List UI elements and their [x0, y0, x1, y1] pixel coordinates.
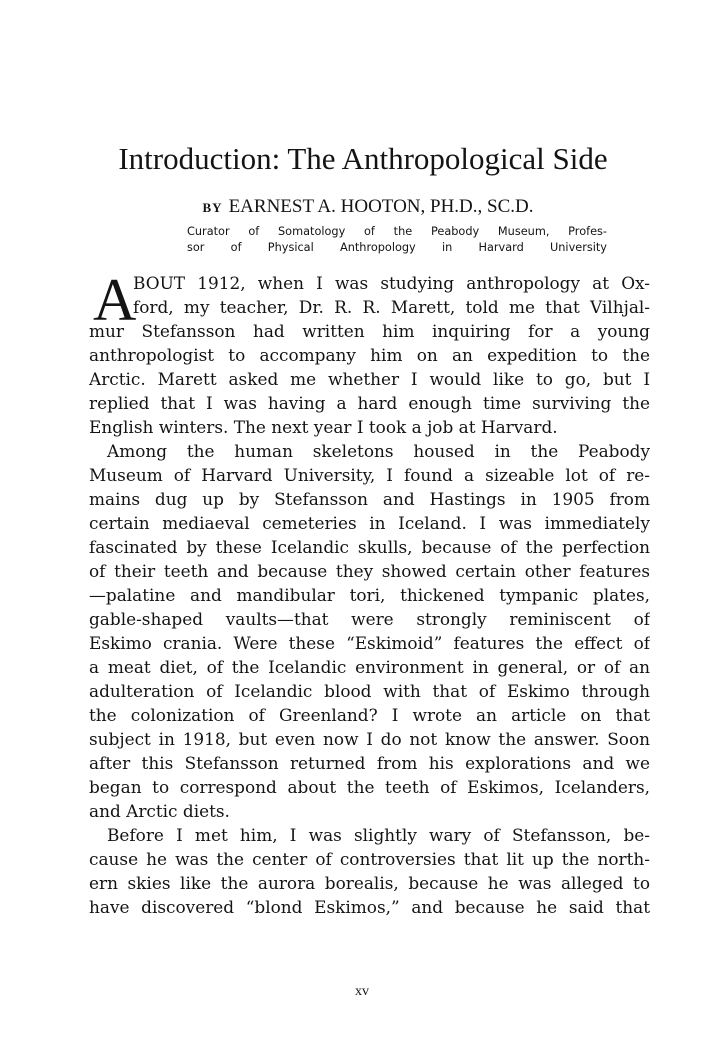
text-line: Eskimo crania. Were these “Eskimoid” features the effect of	[89, 633, 650, 653]
text-line: ford, my teacher, Dr. R. R. Marett, told me that Vilhjal-	[133, 297, 650, 317]
chapter-title: Introduction: The Anthropological Side	[118, 141, 608, 176]
author-affiliation	[187, 224, 607, 256]
text-line: cause he was the center of controversies that lit up the north-	[89, 849, 650, 869]
text-line: the colonization of Greenland? I wrote an article on that	[89, 705, 650, 725]
text-line: Museum of Harvard University, I found a sizeable lot of re-	[89, 465, 650, 485]
text-line: BOUT 1912, when I was studying anthropology at Ox-	[133, 273, 650, 293]
text-line: mains dug up by Stefansson and Hastings in 1905 from	[89, 489, 650, 509]
text-line: a meat diet, of the Icelandic environment in general, or of an	[89, 657, 650, 677]
text-line: and Arctic diets.	[89, 801, 230, 821]
page-number: xv	[355, 984, 369, 999]
text-line: began to correspond about the teeth of Eskimos, Icelanders,	[89, 777, 650, 797]
text-line: Before I met him, I was slightly wary of Stefansson, be-	[107, 825, 650, 845]
text-line: certain mediaeval cemeteries in Iceland. I was immediately	[89, 513, 650, 533]
text-line: have discovered “blond Eskimos,” and because he said that	[89, 897, 650, 917]
text-line: adulteration of Icelandic blood with that of Eskimo through	[89, 681, 650, 701]
body-text	[89, 267, 650, 919]
text-line: subject in 1918, but even now I do not know the answer. Soon	[89, 729, 650, 749]
text-line: ern skies like the aurora borealis, because he was alleged to	[89, 873, 650, 893]
text-line: replied that I was having a hard enough time surviving the	[89, 393, 650, 413]
text-line: of their teeth and because they showed certain other features	[89, 561, 650, 581]
affiliation-line: sor of Physical Anthropology in Harvard University	[187, 241, 607, 254]
text-line: —palatine and mandibular tori, thickened tympanic plates,	[89, 585, 650, 605]
byline	[0, 194, 710, 221]
text-line: anthropologist to accompany him on an expedition to the	[89, 345, 650, 365]
text-line: mur Stefansson had written him inquiring for a young	[89, 321, 650, 341]
text-line: English winters. The next year I took a job at Harvard.	[89, 417, 558, 437]
drop-cap: A	[93, 267, 137, 333]
text-line: gable-shaped vaults—that were strongly reminiscent of	[89, 609, 650, 629]
affiliation-line: Curator of Somatology of the Peabody Museum, Profes-	[187, 225, 607, 238]
text-line: after this Stefansson returned from his explorations and we	[89, 753, 650, 773]
byline-by: BY	[202, 200, 223, 215]
text-line: Arctic. Marett asked me whether I would like to go, but I	[89, 369, 650, 389]
text-line: Among the human skeletons housed in the Peabody	[107, 441, 650, 461]
byline-author: EARNEST A. HOOTON, PH.D., SC.D.	[228, 196, 534, 217]
text-line: fascinated by these Icelandic skulls, because of the perfection	[89, 537, 650, 557]
